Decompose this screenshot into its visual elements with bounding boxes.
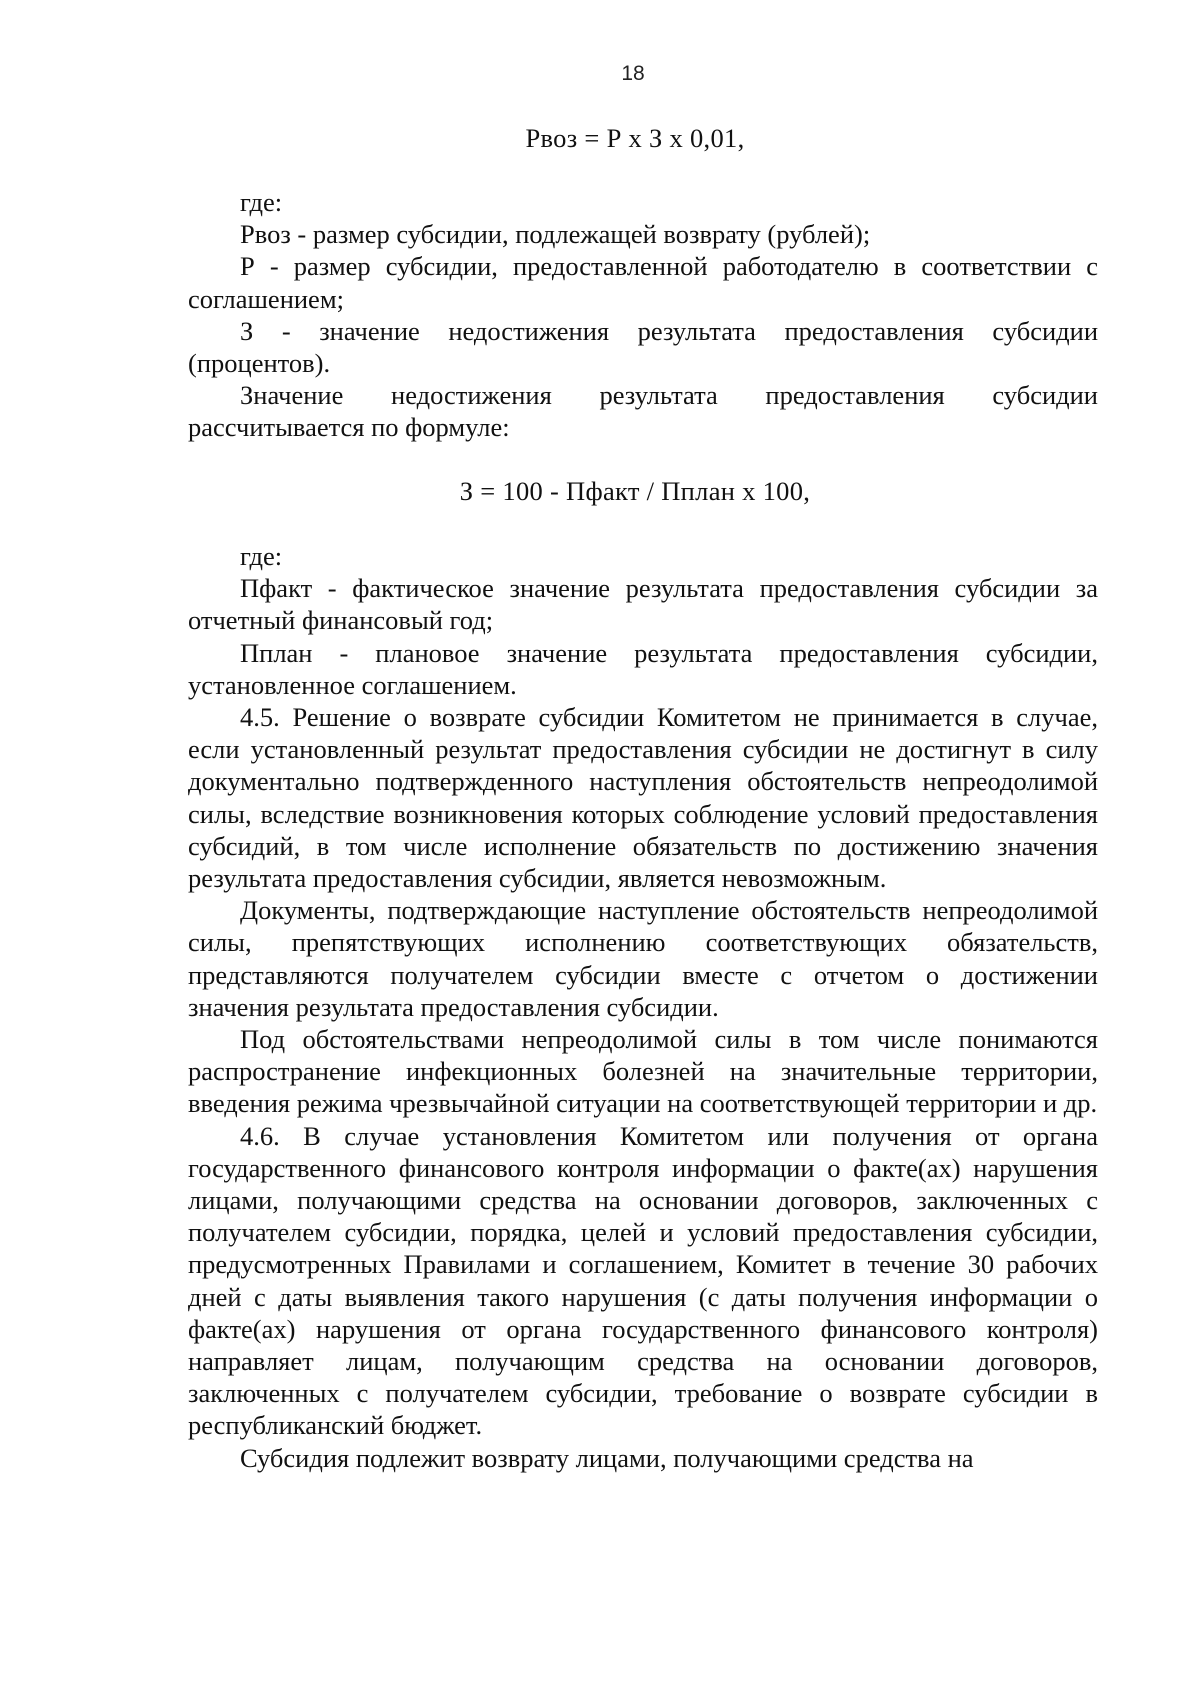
- paragraph-subsidy-return: Субсидия подлежит возврату лицами, получающими средства на: [240, 1442, 974, 1473]
- paragraph-4-6: 4.6. В случае установления Комитетом или получения от органа государственного финансового контроля информации о факте(ах) нарушения лицами, получающими средства на основании договоров, заключенных с получателем субсидии, порядка, целей и условий предоставления субсидии, предусмотренных Правилами и соглашением, Комитет в течение 30 рабочих дней с даты выявления такого нарушения (с даты получения информации о факте(ах) нарушения от органа государственного финансового контроля) направляет лицам, получающим средства на основании договоров, заключенных с получателем субсидии, требование о возврате субсидии в республиканский бюджет.: [188, 1120, 1098, 1441]
- paragraph-force-majeure: Под обстоятельствами непреодолимой силы в том числе понимаются распространение инфекционных болезней на значительные территории, введения режима чрезвычайной ситуации на соответствующей территории и др.: [188, 1024, 1098, 1119]
- definition-r: Р - размер субсидии, предоставленной работодателю в соответствии с соглашением;: [188, 251, 1098, 314]
- paragraph-documents: Документы, подтверждающие наступление обстоятельств непреодолимой силы, препятствующих исполнению соответствующих обязательств, представляются получателем субсидии вместе с отчетом о достижении значения результата предоставления субсидии.: [188, 895, 1098, 1022]
- paragraph-4-5: 4.5. Решение о возврате субсидии Комитетом не принимается в случае, если установленный результат предоставления субсидии не достигнут в силу документально подтвержденного наступления обстоятельств непреодолимой силы, вследствие возникновения которых соблюдение условий предоставления субсидий, в том числе исполнение обязательств по достижению значения результата предоставления субсидии, является невозможным.: [188, 702, 1098, 894]
- page-number: 18: [621, 62, 645, 85]
- definition-pplan: Пплан - плановое значение результата предоставления субсидии, установленное соглашением.: [188, 637, 1098, 700]
- formula-shortfall-value: З = 100 - Пфакт / Пплан х 100,: [459, 476, 811, 506]
- definition-pfakt: Пфакт - фактическое значение результата предоставления субсидии за отчетный финансовый год;: [188, 573, 1098, 636]
- formula-refund-amount: Рвоз = Р х З х 0,01,: [525, 123, 745, 153]
- where-label: где:: [240, 187, 283, 217]
- definition-z: З - значение недостижения результата предоставления субсидии (процентов).: [188, 315, 1098, 379]
- definition-rvoz: Рвоз - размер субсидии, подлежащей возврату (рублей);: [240, 219, 871, 250]
- definitions-block-2: [188, 540, 1098, 1474]
- formula-intro: Значение недостижения результата предоставления субсидии рассчитывается по формуле:: [188, 380, 1098, 443]
- where-label: где:: [240, 541, 283, 571]
- definitions-block-1: [188, 186, 1098, 444]
